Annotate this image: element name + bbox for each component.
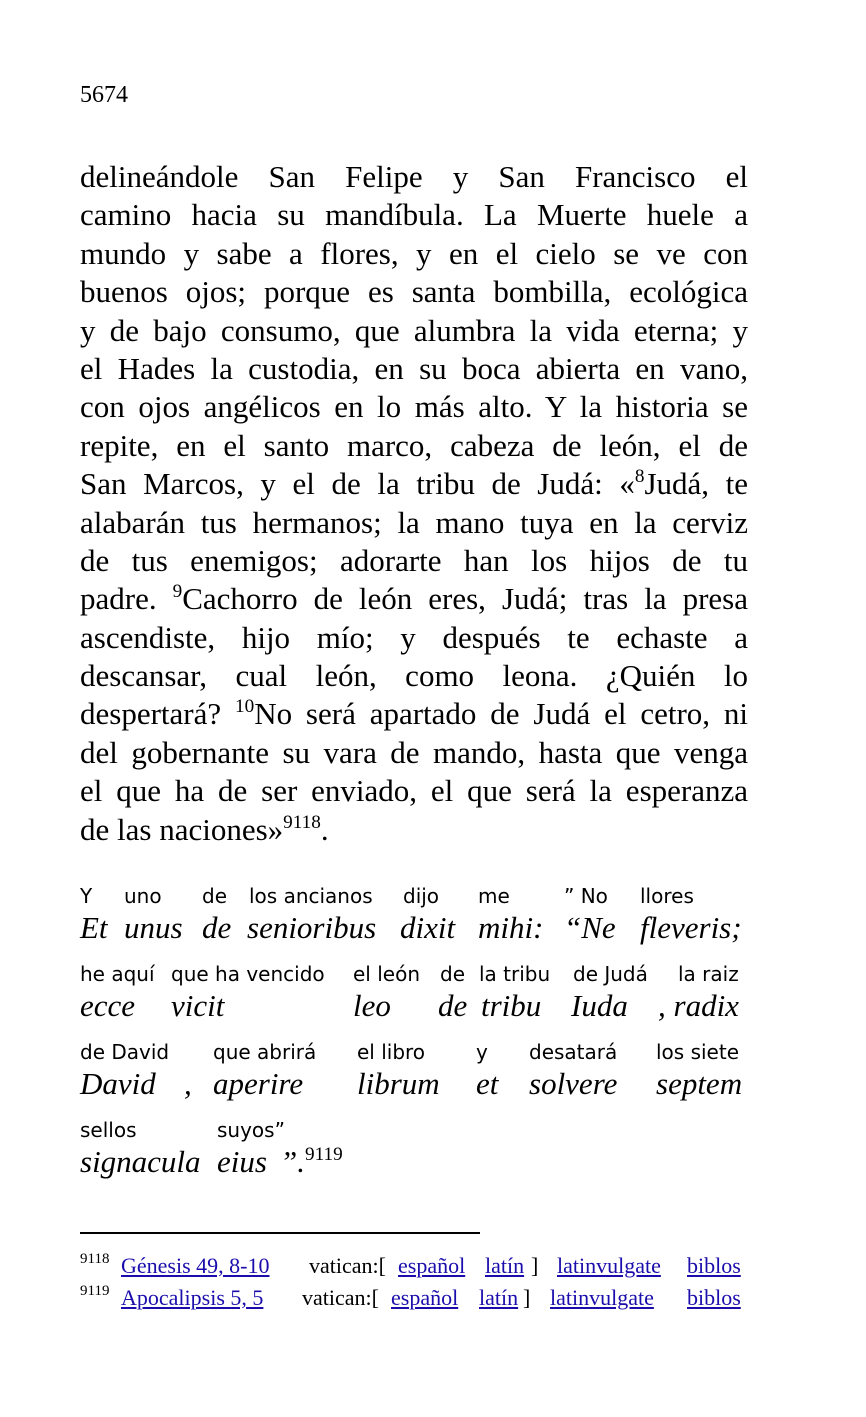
footnote-ref-link[interactable]: Génesis 49, 8-10 (121, 1253, 270, 1278)
latin-word: de (438, 988, 468, 1023)
latin-word: librum (357, 1066, 440, 1101)
body-line: alabarán tus hermanos; la mano tuya en la cerviz (80, 504, 748, 540)
gloss-row (80, 1118, 748, 1144)
gloss-word: llores (640, 884, 694, 908)
gloss-word: la raiz (678, 962, 739, 986)
gloss-word: suyos” (217, 1118, 285, 1142)
gloss-word: desatará (529, 1040, 618, 1064)
latin-word: “Ne (564, 910, 616, 945)
latin-word: eius (217, 1144, 267, 1179)
body-line: del gobernante su vara de mando, hasta que venga (80, 734, 748, 770)
latin-word: ecce (80, 988, 136, 1023)
footnote-ref: 9118 (283, 811, 321, 833)
gloss-word: Y (80, 884, 93, 908)
gloss-word: que ha vencido (171, 962, 325, 986)
gloss-word: sellos (80, 1118, 137, 1142)
latin-word: senioribus (247, 910, 377, 945)
gloss-word: ” No (564, 884, 608, 908)
gloss-row (80, 884, 748, 910)
gloss-word: la tribu (479, 962, 551, 986)
body-line: el que ha de ser enviado, el que será la esperanza (80, 773, 748, 809)
latin-row (80, 1066, 748, 1102)
page-number: 5674 (80, 82, 128, 108)
body-line: delineándole San Felipe y San Francisco el (80, 159, 748, 194)
body-line: y de bajo consumo, que alumbra la vida eterna; y (80, 312, 748, 348)
latin-word: Et (80, 910, 108, 945)
footnote-separator (80, 1232, 480, 1234)
latinvulgate-link[interactable]: latinvulgate (550, 1285, 654, 1310)
gloss-word: de Judá (573, 962, 648, 986)
latin-word: ”.$^{9119}$ (280, 1144, 343, 1179)
footnote-vatican-label: vatican:[ (309, 1253, 386, 1278)
footnote-vatican-label: vatican:[ (302, 1285, 379, 1310)
interlinear-block (80, 884, 748, 946)
gloss-word: el libro (357, 1040, 426, 1064)
espanol-link[interactable]: español (391, 1285, 459, 1310)
body-line: buenos ojos; porque es santa bombilla, ecológica (80, 274, 748, 310)
latin-word: unus (124, 910, 183, 945)
body-line: de tus enemigos; adorarte han los hijos de tu (80, 542, 748, 578)
gloss-word: y (476, 1040, 488, 1064)
verse-number: 9 (172, 581, 183, 603)
latin-word: aperire (213, 1066, 304, 1101)
verse-number: 10 (234, 696, 255, 718)
latin-row (80, 1144, 748, 1180)
body-line: ascendiste, hijo mío; y después te echaste a (80, 619, 748, 655)
latin-word: , (184, 1066, 192, 1101)
latin-word: Iuda (571, 988, 628, 1023)
gloss-word: de (440, 962, 465, 986)
latinvulgate-link[interactable]: latinvulgate (557, 1253, 661, 1278)
interlinear-block (80, 1040, 748, 1102)
latin-row (80, 910, 748, 946)
footnote-ref-link[interactable]: Apocalipsis 5, 5 (121, 1285, 264, 1310)
body-line: repite, en el santo marco, cabeza de león, el de (80, 427, 748, 463)
latin-word: , radix (658, 988, 739, 1023)
footnote-number: 9118 (80, 1251, 110, 1267)
gloss-word: uno (124, 884, 162, 908)
body-line: San Marcos, y el de la tribu de Judá: «$^8$Judá, te (80, 466, 748, 502)
latin-word: mihi: (478, 910, 544, 945)
body-text (80, 158, 748, 849)
interlinear-block (80, 962, 748, 1024)
latin-word: et (476, 1066, 499, 1101)
espanol-link[interactable]: español (398, 1253, 466, 1278)
gloss-row (80, 962, 748, 988)
biblos-link[interactable]: biblos (687, 1253, 741, 1278)
gloss-word: me (478, 884, 510, 908)
gloss-word: de David (80, 1040, 170, 1064)
gloss-word: de (202, 884, 227, 908)
body-line: el Hades la custodia, en su boca abierta en vano, (80, 350, 748, 386)
latin-word: David (80, 1066, 156, 1101)
body-line: de las naciones»$^{9118}$. (80, 811, 329, 847)
bracket-close: ] (531, 1253, 539, 1278)
biblos-link[interactable]: biblos (687, 1285, 741, 1310)
latin-word: solvere (529, 1066, 618, 1101)
latin-word: vicit (171, 988, 225, 1023)
latin-link[interactable]: latín (485, 1253, 525, 1278)
gloss-word: los siete (656, 1040, 739, 1064)
gloss-word: que abrirá (213, 1040, 317, 1064)
verse-number: 8 (634, 466, 645, 488)
latin-word: tribu (481, 988, 542, 1023)
body-line: camino hacia su mandíbula. La Muerte huele a (80, 197, 748, 233)
body-line: padre. $^9$Cachorro de león eres, Judá; tras la presa (80, 581, 749, 617)
gloss-word: el león (353, 962, 420, 986)
footnote-ref: 9119 (305, 1144, 343, 1166)
interlinear-block (80, 1118, 748, 1180)
gloss-word: he aquí (80, 962, 155, 986)
latin-word: septem (656, 1066, 743, 1101)
latin-word: dixit (400, 910, 456, 945)
latin-row (80, 988, 748, 1024)
gloss-row (80, 1040, 748, 1066)
latin-link[interactable]: latín (479, 1285, 519, 1310)
latin-word: fleveris; (640, 910, 742, 945)
body-line: mundo y sabe a flores, y en el cielo se ve con (80, 235, 748, 271)
bracket-close: ] (523, 1285, 531, 1310)
gloss-word: los ancianos (249, 884, 373, 908)
body-line: con ojos angélicos en lo más alto. Y la historia se (80, 389, 748, 425)
gloss-word: dijo (403, 884, 440, 908)
latin-word: de (202, 910, 232, 945)
latin-word: signacula (80, 1144, 201, 1179)
body-line: despertará? $^{10}$No será apartado de Judá el cetro, ni (80, 696, 748, 732)
footnote-number: 9119 (80, 1283, 110, 1299)
body-line: descansar, cual león, como leona. ¿Quién lo (80, 658, 748, 694)
latin-word: leo (353, 988, 391, 1023)
